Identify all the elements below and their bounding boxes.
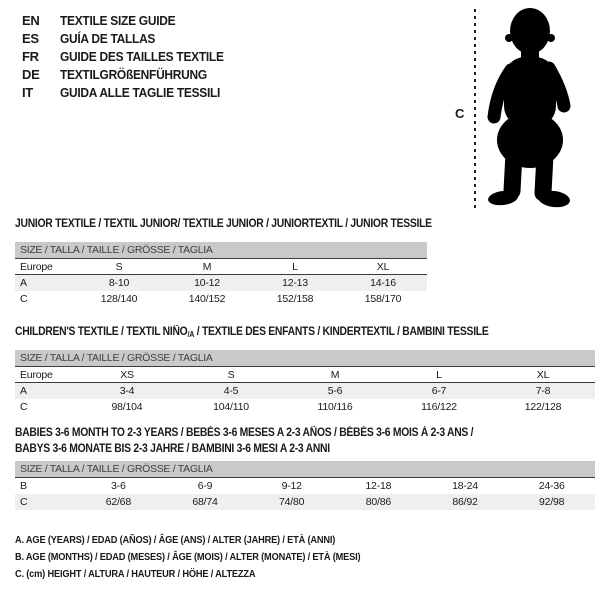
table-row bbox=[15, 291, 427, 307]
lang-title: TEXTILGRÖßENFÜHRUNG bbox=[60, 66, 207, 82]
language-row bbox=[22, 83, 238, 101]
row-label: A bbox=[20, 277, 27, 289]
row-label: C bbox=[20, 401, 28, 413]
size-cell: 92/98 bbox=[539, 496, 565, 508]
table-row bbox=[15, 275, 427, 291]
lang-title: GUÍA DE TALLAS bbox=[60, 30, 156, 46]
size-cell: 98/104 bbox=[111, 401, 143, 413]
row-label: Europe bbox=[20, 368, 53, 381]
language-row bbox=[22, 47, 238, 65]
size-col: XL bbox=[536, 368, 550, 381]
size-cell: 6-9 bbox=[197, 480, 213, 492]
title-post: / TEXTILE DES ENFANTS / KINDERTEXTIL / BAMBINI TESSILE bbox=[194, 326, 489, 338]
size-cell: 86/92 bbox=[452, 496, 478, 508]
language-row bbox=[22, 65, 238, 83]
size-cell: 152/158 bbox=[276, 293, 314, 305]
title-line-2: BABYS 3-6 MONATE BIS 2-3 JAHRE / BAMBINI 3-6 MESI A 2-3 ANNI bbox=[15, 443, 330, 455]
language-list bbox=[22, 11, 238, 101]
lang-code: DE bbox=[22, 66, 40, 82]
size-cell: 24-36 bbox=[538, 480, 565, 492]
baby-silhouette-icon bbox=[484, 5, 576, 211]
section-title-babies bbox=[15, 425, 473, 457]
table-row bbox=[15, 478, 595, 494]
size-cell: 68/74 bbox=[192, 496, 218, 508]
size-cell: 4-5 bbox=[223, 385, 239, 397]
legend-notes bbox=[15, 532, 408, 583]
size-header-bar: SIZE / TALLA / TAILLE / GRÖSSE / TAGLIA bbox=[15, 350, 595, 367]
lang-code: ES bbox=[22, 30, 39, 46]
table-columns-row bbox=[15, 367, 595, 383]
size-cell: 7-8 bbox=[535, 385, 551, 397]
size-cell: 3-6 bbox=[111, 480, 126, 492]
lang-code: IT bbox=[22, 84, 33, 100]
height-measure-label: C bbox=[455, 106, 465, 121]
language-row bbox=[22, 11, 238, 29]
table-row bbox=[15, 383, 595, 399]
lang-title: GUIDA ALLE TAGLIE TESSILI bbox=[60, 84, 221, 100]
size-cell: 80/86 bbox=[365, 496, 391, 508]
size-cell: 9-12 bbox=[281, 480, 302, 492]
size-header-bar: SIZE / TALLA / TAILLE / GRÖSSE / TAGLIA bbox=[15, 242, 427, 259]
size-col: XL bbox=[376, 260, 390, 273]
lang-code: EN bbox=[22, 12, 40, 28]
size-cell: 158/170 bbox=[364, 293, 402, 305]
size-col: S bbox=[227, 368, 235, 381]
note-line-c: C. (cm) HEIGHT / ALTURA / HAUTEUR / HÖHE / ALTEZZA bbox=[15, 568, 256, 580]
size-cell: 8-10 bbox=[108, 277, 130, 289]
size-cell: 62/68 bbox=[105, 496, 131, 508]
size-col: M bbox=[202, 260, 212, 273]
table-columns-row bbox=[15, 259, 427, 275]
language-row bbox=[22, 29, 238, 47]
size-cell: 14-16 bbox=[370, 277, 396, 289]
table-row bbox=[15, 399, 595, 415]
row-label: Europe bbox=[20, 260, 53, 273]
row-label: C bbox=[20, 293, 28, 305]
size-cell: 122/128 bbox=[524, 401, 562, 413]
size-cell: 18-24 bbox=[452, 480, 478, 492]
size-cell: 3-4 bbox=[119, 385, 135, 397]
title-subscript: /A bbox=[187, 330, 195, 339]
size-cell: 140/152 bbox=[188, 293, 226, 305]
junior-size-table bbox=[15, 242, 427, 307]
size-header-bar: SIZE / TALLA / TAILLE / GRÖSSE / TAGLIA bbox=[15, 461, 595, 478]
lang-title: GUIDE DES TAILLES TEXTILE bbox=[60, 48, 224, 64]
size-cell: 104/110 bbox=[213, 401, 249, 413]
size-col: S bbox=[115, 260, 123, 273]
size-cell: 10-12 bbox=[194, 277, 220, 289]
size-cell: 116/122 bbox=[421, 401, 457, 413]
title-line-1: BABIES 3-6 MONTH TO 2-3 YEARS / BEBÉS 3-6 MESES A 2-3 AÑOS / BÉBÉS 3-6 MOIS À 2-3 ANS / bbox=[15, 427, 474, 439]
children-size-table bbox=[15, 350, 595, 415]
size-col: L bbox=[292, 260, 298, 273]
height-dashed-line bbox=[474, 9, 476, 211]
size-col: XS bbox=[120, 368, 134, 381]
row-label: A bbox=[20, 385, 27, 397]
size-cell: 128/140 bbox=[100, 293, 138, 305]
size-cell: 6-7 bbox=[431, 385, 447, 397]
row-label: B bbox=[20, 480, 27, 492]
title-pre: CHILDREN'S TEXTILE / TEXTIL NIÑO bbox=[15, 326, 188, 338]
size-col: L bbox=[436, 368, 442, 381]
lang-code: FR bbox=[22, 48, 39, 64]
size-col: M bbox=[330, 368, 340, 381]
size-cell: 12-13 bbox=[282, 277, 308, 289]
lang-title: TEXTILE SIZE GUIDE bbox=[60, 12, 176, 28]
table-row bbox=[15, 494, 595, 510]
note-line-b: B. AGE (MONTHS) / EDAD (MESES) / ÂGE (MOIS) / ALTER (MONATE) / ETÀ (MESI) bbox=[15, 551, 361, 563]
note-line-a: A. AGE (YEARS) / EDAD (AÑOS) / ÂGE (ANS) / ALTER (JAHRE) / ETÀ (ANNI) bbox=[15, 534, 336, 546]
size-cell: 110/116 bbox=[317, 401, 353, 413]
size-cell: 12-18 bbox=[365, 480, 392, 492]
section-title-junior: JUNIOR TEXTILE / TEXTIL JUNIOR/ TEXTILE JUNIOR / JUNIORTEXTIL / JUNIOR TESSILE bbox=[15, 218, 432, 230]
size-cell: 5-6 bbox=[327, 385, 343, 397]
section-title-children bbox=[15, 324, 488, 343]
row-label: C bbox=[20, 496, 28, 508]
size-cell: 74/80 bbox=[279, 496, 305, 508]
baby-silhouette bbox=[484, 5, 576, 216]
babies-size-table bbox=[15, 461, 595, 510]
